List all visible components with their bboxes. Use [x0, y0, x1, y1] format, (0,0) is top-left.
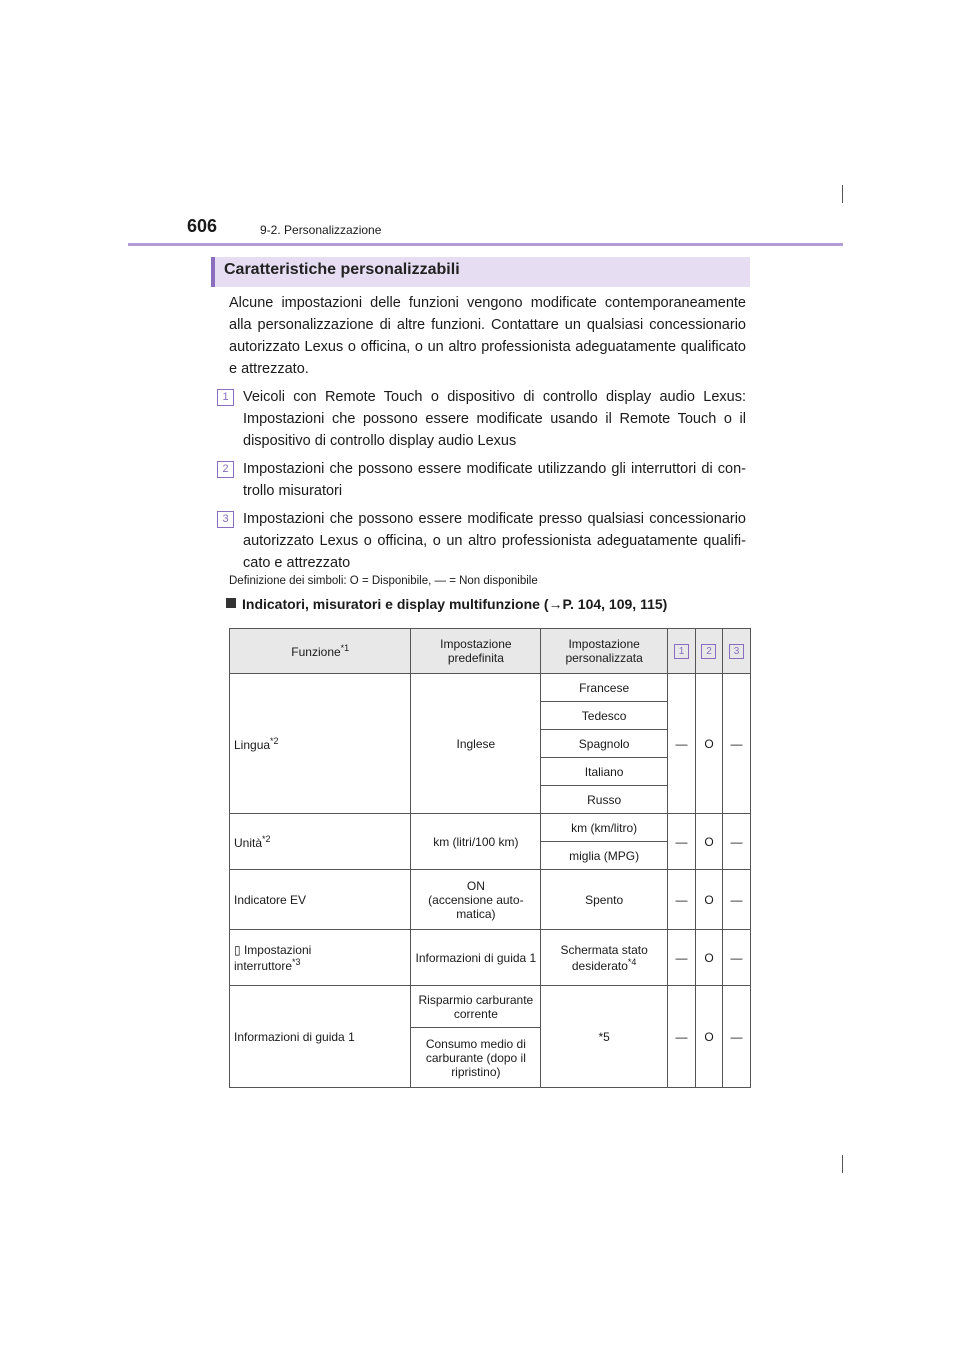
table-row — [230, 674, 751, 702]
intro-paragraph: Alcune impostazioni delle funzioni vengono modificate contemporaneamente alla personalizzazione di altre funzioni. Contattare un qualsiasi concessionario autorizzato Lexus o officina, o un altro professionista adeguatamente qualificato e attrezzato. — [229, 295, 746, 377]
cell-option: Russo — [541, 786, 668, 814]
item-text: Veicoli con Remote Touch o dispositivo di controllo display audio Lexus: Impostazioni che possono essere modificate usando il Remote Touch o il dispositivo di controllo display audio Lexus — [243, 389, 746, 449]
list-item — [217, 386, 746, 452]
cell-default: Consumo medio di carburante (dopo il ripristino) — [411, 1028, 541, 1088]
section-box-title: Caratteristiche personalizzabili — [224, 261, 460, 278]
item-text: Impostazioni che possono essere modificate presso qualsiasi concessionario autorizzato Lexus o officina, o un altro professionista adeguatamente qualificato e attrezzato — [243, 511, 746, 571]
cell-function: ▯ Impostazioni interruttore$^{*3}$ — [230, 930, 411, 986]
cell-c3: — — [722, 930, 750, 986]
cell-custom: Spento — [541, 870, 668, 930]
item-number: 2 — [217, 461, 234, 478]
item-number: 1 — [217, 389, 234, 406]
cell-option: Italiano — [541, 758, 668, 786]
section-title: 9-2. Personalizzazione — [260, 223, 382, 237]
cell-c1: — — [668, 674, 696, 814]
cell-function: Lingua$^{*2}$ — [230, 674, 411, 814]
cell-c2: O — [696, 814, 723, 870]
cell-option: Francese — [541, 674, 668, 702]
cell-option: km (km/litro) — [541, 814, 668, 842]
cell-function: Unità$^{*2}$ — [230, 814, 411, 870]
header-col2: 2 — [696, 629, 723, 674]
cell-c2: O — [696, 870, 723, 930]
header-function: Funzione$^{*1}$ — [230, 629, 411, 674]
cell-c2: O — [696, 930, 723, 986]
settings-table — [229, 628, 751, 1088]
cell-default: Risparmio carburante corrente — [411, 986, 541, 1028]
cell-function: Indicatore EV — [230, 870, 411, 930]
cell-c3: — — [722, 814, 750, 870]
header-col1: 1 — [668, 629, 696, 674]
page-number: 606 — [187, 216, 218, 236]
subheading-text: Indicatori, misuratori e display multifunzione (→P. 104, 109, 115) — [242, 596, 668, 612]
header-divider — [128, 243, 843, 246]
cell-custom: Schermata stato desiderato$^{*4}$ — [541, 930, 668, 986]
table-row — [230, 986, 751, 1028]
crop-mark-top — [842, 185, 843, 203]
cell-function: Informazioni di guida 1 — [230, 986, 411, 1088]
cell-c3: — — [722, 674, 750, 814]
cell-c2: O — [696, 674, 723, 814]
subheading — [226, 596, 667, 612]
cell-custom: *5 — [541, 986, 668, 1088]
table-row — [230, 814, 751, 842]
header-default: Impostazione predefinita — [411, 629, 541, 674]
cell-c1: — — [668, 930, 696, 986]
table-row — [230, 930, 751, 986]
cell-c3: — — [722, 870, 750, 930]
cell-c2: O — [696, 986, 723, 1088]
cell-option: Spagnolo — [541, 730, 668, 758]
cell-c3: — — [722, 986, 750, 1088]
list-item — [217, 508, 746, 574]
cell-default: km (litri/100 km) — [411, 814, 541, 870]
header-col3: 3 — [722, 629, 750, 674]
cell-c1: — — [668, 870, 696, 930]
cell-default: Informazioni di guida 1 — [411, 930, 541, 986]
cell-default: Inglese — [411, 674, 541, 814]
cell-option: Tedesco — [541, 702, 668, 730]
table-row — [230, 870, 751, 930]
square-bullet-icon — [226, 598, 236, 608]
table-header-row — [230, 629, 751, 674]
crop-mark-bottom — [842, 1155, 843, 1173]
cell-default: ON (accensione automatica) — [411, 870, 541, 930]
symbol-definition: Definizione dei simboli: O = Disponibile, — = Non disponibile — [229, 575, 538, 587]
switch-icon: ▯ — [234, 942, 241, 957]
header-custom: Impostazione personalizzata — [541, 629, 668, 674]
cell-option: miglia (MPG) — [541, 842, 668, 870]
item-number: 3 — [217, 511, 234, 528]
section-box — [211, 257, 750, 287]
cell-c1: — — [668, 986, 696, 1088]
item-text: Impostazioni che possono essere modificate utilizzando gli interruttori di controllo misuratori — [243, 461, 746, 499]
list-item — [217, 458, 746, 502]
section-box-accent — [211, 257, 215, 287]
cell-c1: — — [668, 814, 696, 870]
